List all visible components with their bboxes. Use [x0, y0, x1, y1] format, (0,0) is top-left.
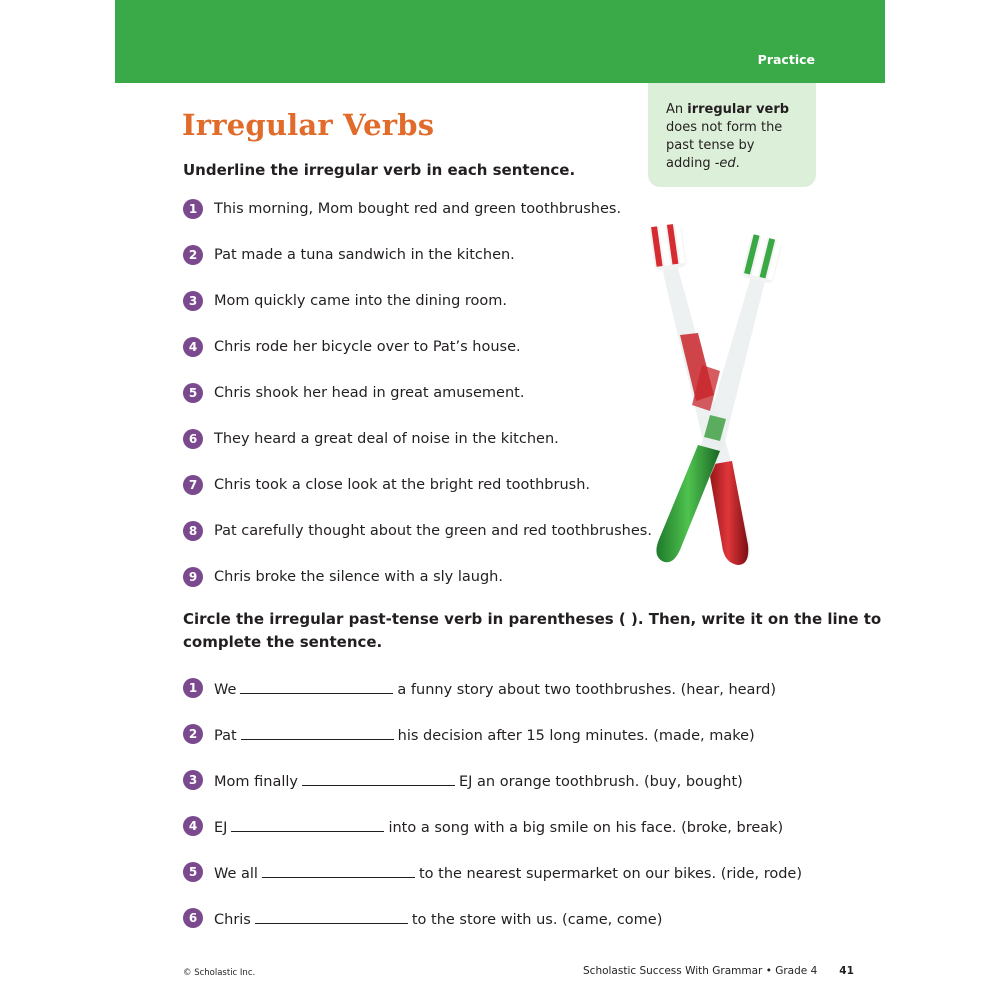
sentence-start: We all: [214, 865, 258, 882]
part2-instruction: [183, 608, 881, 654]
number-badge: 1: [183, 199, 203, 219]
sentence: [214, 771, 743, 790]
list-item: [183, 336, 521, 358]
number-badge: 6: [183, 908, 203, 928]
part2-instruction-line1: Circle the irregular past-tense verb in parentheses ( ). Then, write it on the line to: [183, 610, 882, 628]
sentence: Pat made a tuna sandwich in the kitchen.: [214, 247, 515, 263]
header-band: [115, 0, 885, 83]
list-item: [183, 907, 662, 929]
number-badge: 2: [183, 245, 203, 265]
number-badge: 4: [183, 816, 203, 836]
answer-blank[interactable]: [231, 817, 384, 832]
sentence: [214, 679, 776, 698]
number-badge: 7: [183, 475, 203, 495]
list-item: [183, 566, 503, 588]
sentence: [214, 725, 755, 744]
sentence: [214, 817, 783, 836]
sentence: [214, 909, 662, 928]
copyright: © Scholastic Inc.: [183, 968, 256, 978]
list-item: [183, 520, 652, 542]
toothbrushes-illustration: [640, 215, 800, 585]
part1-instruction: Underline the irregular verb in each sentence.: [183, 161, 576, 179]
answer-blank[interactable]: [302, 771, 455, 786]
list-item: [183, 382, 524, 404]
definition-line-1: An irregular verb: [666, 102, 790, 117]
answer-blank[interactable]: [255, 909, 408, 924]
sentence: Chris took a close look at the bright red toothbrush.: [214, 477, 590, 493]
sentence-start: EJ: [214, 819, 228, 836]
sentence: Chris rode her bicycle over to Pat’s house.: [214, 339, 521, 355]
answer-blank[interactable]: [262, 863, 415, 878]
sentence-end: to the store with us. (came, come): [411, 911, 663, 928]
book-title: Scholastic Success With Grammar • Grade 4: [583, 965, 818, 977]
sentence-end: a funny story about two toothbrushes. (hear, heard): [397, 681, 777, 698]
list-item: [183, 861, 802, 883]
list-item: [183, 815, 783, 837]
sentence-start: Chris: [214, 911, 251, 928]
sentence-start: Mom finally: [214, 773, 298, 790]
answer-blank[interactable]: [241, 725, 394, 740]
definition-line-2: does not form the: [666, 120, 783, 135]
list-item: [183, 769, 743, 791]
part2-instruction-line2: complete the sentence.: [183, 633, 383, 651]
sentence: Chris shook her head in great amusement.: [214, 385, 525, 401]
number-badge: 3: [183, 291, 203, 311]
number-badge: 5: [183, 862, 203, 882]
sentence: They heard a great deal of noise in the kitchen.: [214, 431, 559, 447]
number-badge: 9: [183, 567, 203, 587]
definition-line-3: past tense by: [666, 138, 755, 153]
number-badge: 8: [183, 521, 203, 541]
footer-book-info: [583, 965, 854, 977]
answer-blank[interactable]: [240, 679, 393, 694]
sentence: This morning, Mom bought red and green toothbrushes.: [214, 201, 622, 217]
sentence-start: Pat: [214, 727, 237, 744]
list-item: [183, 244, 515, 266]
sentence: Mom quickly came into the dining room.: [214, 293, 508, 309]
sentence: Chris broke the silence with a sly laugh.: [214, 569, 503, 585]
number-badge: 1: [183, 678, 203, 698]
sentence-end: to the nearest supermarket on our bikes. (ride, rode): [418, 865, 802, 882]
definition-box: [648, 83, 816, 187]
sentence-end: into a song with a big smile on his face. (broke, break): [388, 819, 784, 836]
list-item: [183, 290, 507, 312]
list-item: [183, 198, 621, 220]
sentence: [214, 863, 802, 882]
number-badge: 5: [183, 383, 203, 403]
sentence-end: his decision after 15 long minutes. (made, make): [397, 727, 755, 744]
list-item: [183, 723, 755, 745]
definition-line-4: adding -ed.: [666, 156, 740, 171]
list-item: [183, 428, 559, 450]
page-title: Irregular Verbs: [182, 108, 435, 142]
number-badge: 6: [183, 429, 203, 449]
list-item: [183, 677, 776, 699]
sentence-start: We: [214, 681, 237, 698]
page-number: 41: [839, 965, 854, 977]
section-tag: Practice: [757, 52, 815, 67]
number-badge: 3: [183, 770, 203, 790]
number-badge: 4: [183, 337, 203, 357]
number-badge: 2: [183, 724, 203, 744]
list-item: [183, 474, 590, 496]
sentence: Pat carefully thought about the green and red toothbrushes.: [214, 523, 652, 539]
sentence-end: EJ an orange toothbrush. (buy, bought): [458, 773, 743, 790]
